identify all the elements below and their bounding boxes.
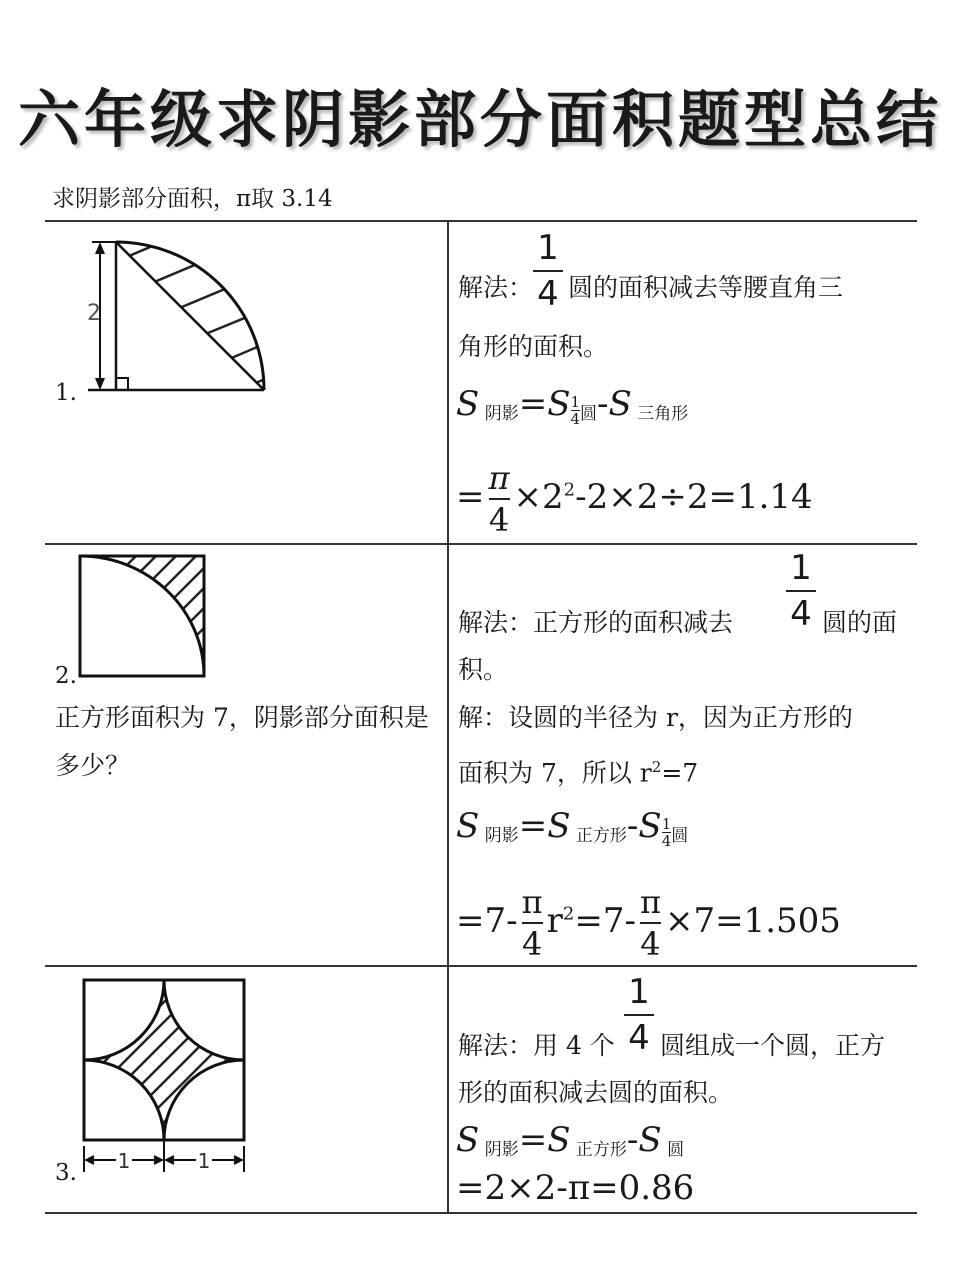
method-1-mid: 圆的面积减去等腰直角三	[568, 273, 844, 302]
method-2c: 积。	[458, 655, 509, 684]
method-1-prefix: 解法：	[458, 273, 534, 302]
method-2a: 解法：正方形的面积减去	[458, 608, 734, 637]
formula-2b: =7- $\frac{\pi}{4}$ $r^2=7-$ $\frac{\pi}{4}$ ×7=1.505	[456, 883, 841, 963]
method-2b: 圆的面	[822, 608, 898, 637]
method-3b: 圆组成一个圆，正方	[660, 1031, 886, 1060]
figure-3	[80, 976, 252, 1176]
formula-3a: S 阴影=S 正方形-S 圆	[456, 1120, 685, 1160]
problem-2-number: 2.	[55, 663, 77, 689]
figure-2	[78, 554, 208, 680]
formula-2a: S 阴影=S 正方形-S $\frac{1}{4}$ 圆	[456, 806, 689, 850]
formula-1b: = $\frac{\pi}{4}$ $\times 2^2-2\times 2\div 2=1.14$	[456, 459, 813, 539]
fraction-quarter-1: 1 4	[533, 228, 563, 314]
method-3c: 形的面积减去圆的面积。	[458, 1078, 734, 1107]
problem-2-text: 正方形面积为 7，阴影部分面积是多少？	[55, 703, 429, 780]
dim-label-a: 1	[117, 1149, 131, 1173]
solution-2-line2: 面积为 7，所以 $r^2=7$	[458, 758, 699, 788]
method-1-end: 角形的面积。	[458, 332, 609, 361]
formula-3b: =2×2-π=0.86	[456, 1168, 695, 1208]
solution-2-line1: 解：设圆的半径为 r，因为正方形的	[458, 703, 853, 732]
method-3a: 解法：用 4 个	[458, 1031, 615, 1060]
fraction-quarter-2: 1 4	[786, 548, 816, 634]
row-divider-1	[45, 543, 917, 545]
formula-1a: S 阴影=S $\frac{1}{4}$ 圆-S 三角形	[456, 384, 689, 428]
page-title: 六年级求阴影部分面积题型总结	[17, 83, 942, 156]
table-border-bottom	[45, 1212, 917, 1214]
problem-1-number: 1.	[55, 380, 77, 406]
dim-label-2: 2	[87, 301, 101, 326]
problem-3-number: 3.	[55, 1160, 77, 1186]
fraction-quarter-3: 1 4	[624, 972, 654, 1058]
figure-1	[78, 236, 278, 396]
dim-label-b: 1	[197, 1149, 211, 1173]
subtitle: 求阴影部分面积，π取 3.14	[52, 186, 333, 212]
column-divider	[447, 220, 449, 1213]
table-border-top	[45, 220, 917, 222]
row-divider-2	[45, 965, 917, 967]
